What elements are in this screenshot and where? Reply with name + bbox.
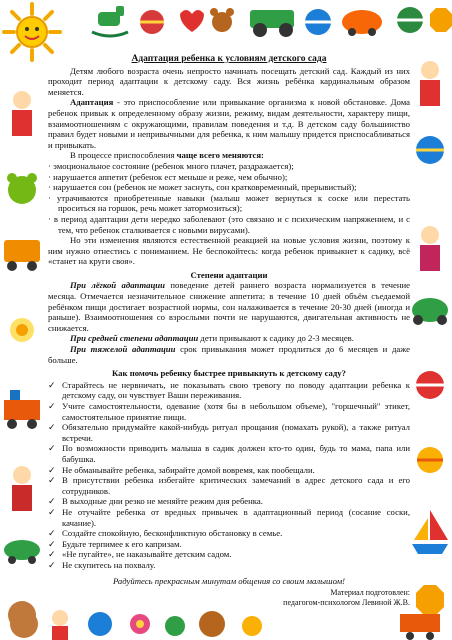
tip-item: ✓ В выходные дни резко не меняйте режим дня ребенка. [48,496,263,507]
tip-item: ✓ Обязательно придумайте какой-нибудь ритуал прощания (помахать рукой), а также ритуал встречи. [48,422,410,443]
checkmark-icon: ✓ [48,496,56,507]
checkmark-icon: ✓ [48,464,56,475]
medium-adaptation-paragraph: При средней степени адаптации дети привыкают к садику до 2-3 месяцев. [70,333,354,344]
definition-text: - это приспособление или привыкание организма к новой обстановке. Дома ребенок привык к определенному образу жизни, режиму, видам деятельности, характеру пищи, взаимоотношениям с окружающими, правилам поведения и т.д. В детском саду большинство правил будет новыми и непривычными для ребенка, к ним малышу придется приспосабливаться и привыкать. [48,97,410,150]
ball-icon [397,7,423,33]
change-item: · утрачиваются приобретенные навыки (малыш может вернуться к соске или перестать проситься на горшок, речь может затормозиться); [48,193,410,214]
checkmark-icon: ✓ [48,422,56,433]
truck-icon [4,240,40,271]
tractor-icon [250,10,294,37]
teddy-bear-icon [10,610,38,638]
tip-item: ✓ Не отучайте ребенка от вредных привычек в адаптационный период (сосание соски, качание). [48,506,410,528]
checkmark-icon: ✓ [48,443,56,454]
flower-icon [130,614,150,634]
toy-border-right [408,40,452,640]
tip-item: ✓ Не скупитесь на похвалу. [48,559,156,570]
signature [270,588,410,607]
tip-item: ✓ Будьте терпимее к его капризам. [48,538,182,549]
doll-icon [420,61,440,106]
change-item: · в период адаптации дети нередко заболевают (это связано и с психическим напряжением, и с тем, что ребенок сталкивается с новыми вирусами). [48,214,410,235]
beetle-car-icon [342,10,382,36]
sailboat-icon [412,510,448,554]
toy-border-top [90,0,452,40]
hard-adaptation-paragraph: При тяжелой адаптации срок привыкания может продлиться до 6 месяцев и даже больше. [48,344,410,365]
document-title: Адаптация ребенка к условиям детского сада [131,54,327,64]
tip-item: ✓ Старайтесь не нервничать, не показывать свою тревогу по поводу адаптации ребенка к детскому саду, он чувствует Ваши переживания. [48,379,410,401]
tip-item: ✓ Учите самостоятельности, одевание (хотя бы в небольшом объеме), "горшечный" этикет, самостоятельное принятие пищи. [48,401,410,422]
changes-lead: В процессе приспособления чаще всего меняются: [70,150,264,161]
tip-item: ✓ Не обманывайте ребенка, забирайте домой вовремя, как пообещали. [48,464,315,475]
signature-line-1: Материал подготовлен: [330,588,410,597]
toy-border-left [0,60,44,640]
ball-icon [140,10,164,34]
teddy-bear-icon [199,611,225,637]
definition-term: Адаптация [70,97,114,108]
ball-icon [88,612,112,636]
checkmark-icon: ✓ [48,475,56,486]
tip-item: ✓ В присутствии ребенка избегайте критических замечаний в адрес детского сада и его сотрудников. [48,475,410,496]
ball-icon [242,616,262,636]
doll-icon [12,91,32,136]
rocking-horse-icon [92,6,128,36]
checkmark-icon: ✓ [48,506,56,517]
change-item: · нарушается аппетит (ребенок ест меньше и реже, чем обычно); [48,172,410,183]
octagon-icon [430,8,452,32]
ball-icon [305,9,331,35]
help-heading: Как помочь ребенку быстрее привыкнуть к детскому саду? [112,368,346,379]
tip-item: ✓ По возможности приводить малыша в садик должен кто-то один, будь то мама, папа или бабушка. [48,443,410,464]
car-icon [412,298,448,325]
ball-icon [416,136,444,164]
doll-icon [52,610,68,640]
train-icon [400,614,440,640]
checkmark-icon: ✓ [48,559,56,570]
change-item: · нарушается сон (ребенок не может заснуть, сон кратковременный, прерывистый); [48,182,410,193]
definition-paragraph [48,97,410,150]
checkmark-icon: ✓ [48,549,56,560]
document-body [48,54,410,586]
checkmark-icon: ✓ [48,401,56,411]
doll-icon [12,466,32,511]
tip-item: ✓ «Не пугайте», не наказывайте детским садом. [48,549,232,560]
pacifier-icon [10,318,34,342]
ball-icon [165,616,185,636]
teddy-bear-icon [210,8,234,32]
heart-icon [180,10,204,32]
reassure-paragraph: Но эти изменения являются естественной реакцией на новые условия жизни, поэтому к ним нужно отнестись с пониманием. Не беспокойтесь: когда ребенок привыкнет к садику, всё «станет на круги своя». [48,235,410,267]
teddy-bear-icon [7,173,37,204]
change-item: · эмоциональное состояние (ребенок много плачет, раздражается); [48,161,410,172]
signature-line-2: педагогом-психологом Левиной Ж.В. [283,597,410,607]
car-icon [4,540,40,564]
tip-item: ✓ Создайте спокойную, бесконфликтную обстановку в семье. [48,528,283,539]
checkmark-icon: ✓ [48,528,56,539]
ball-icon [417,447,443,473]
train-icon [4,390,40,429]
closing-line: Радуйтесь прекрасным минутам общения со своим малышом! [112,575,346,586]
tips-list [48,380,410,571]
doll-icon [420,226,440,271]
light-adaptation-paragraph: При лёгкой адаптации поведение детей раннего возраста нормализуется в течение месяца. Отмечается незначительное снижение аппетита: в течение 10 дней объём съедаемой ребёнком пищи достигает возрастной нормы, сон налаживается в течение 20-30 дней (иногда и раньше). Взаимоотношения со взрослыми почти не нарушаются, двигательная активность не снижается. [48,280,410,333]
checkmark-icon: ✓ [48,538,56,549]
ball-icon [416,371,444,399]
stages-heading: Степени адаптации [190,269,268,280]
intro-paragraph: Детям любого возраста очень непросто начинать посещать детский сад. Каждый из них проходит период адаптации к детскому саду. Вся жизнь ребёнка кардинальным образом меняется. [48,65,410,97]
checkmark-icon: ✓ [48,379,56,390]
sun-icon [2,2,62,62]
